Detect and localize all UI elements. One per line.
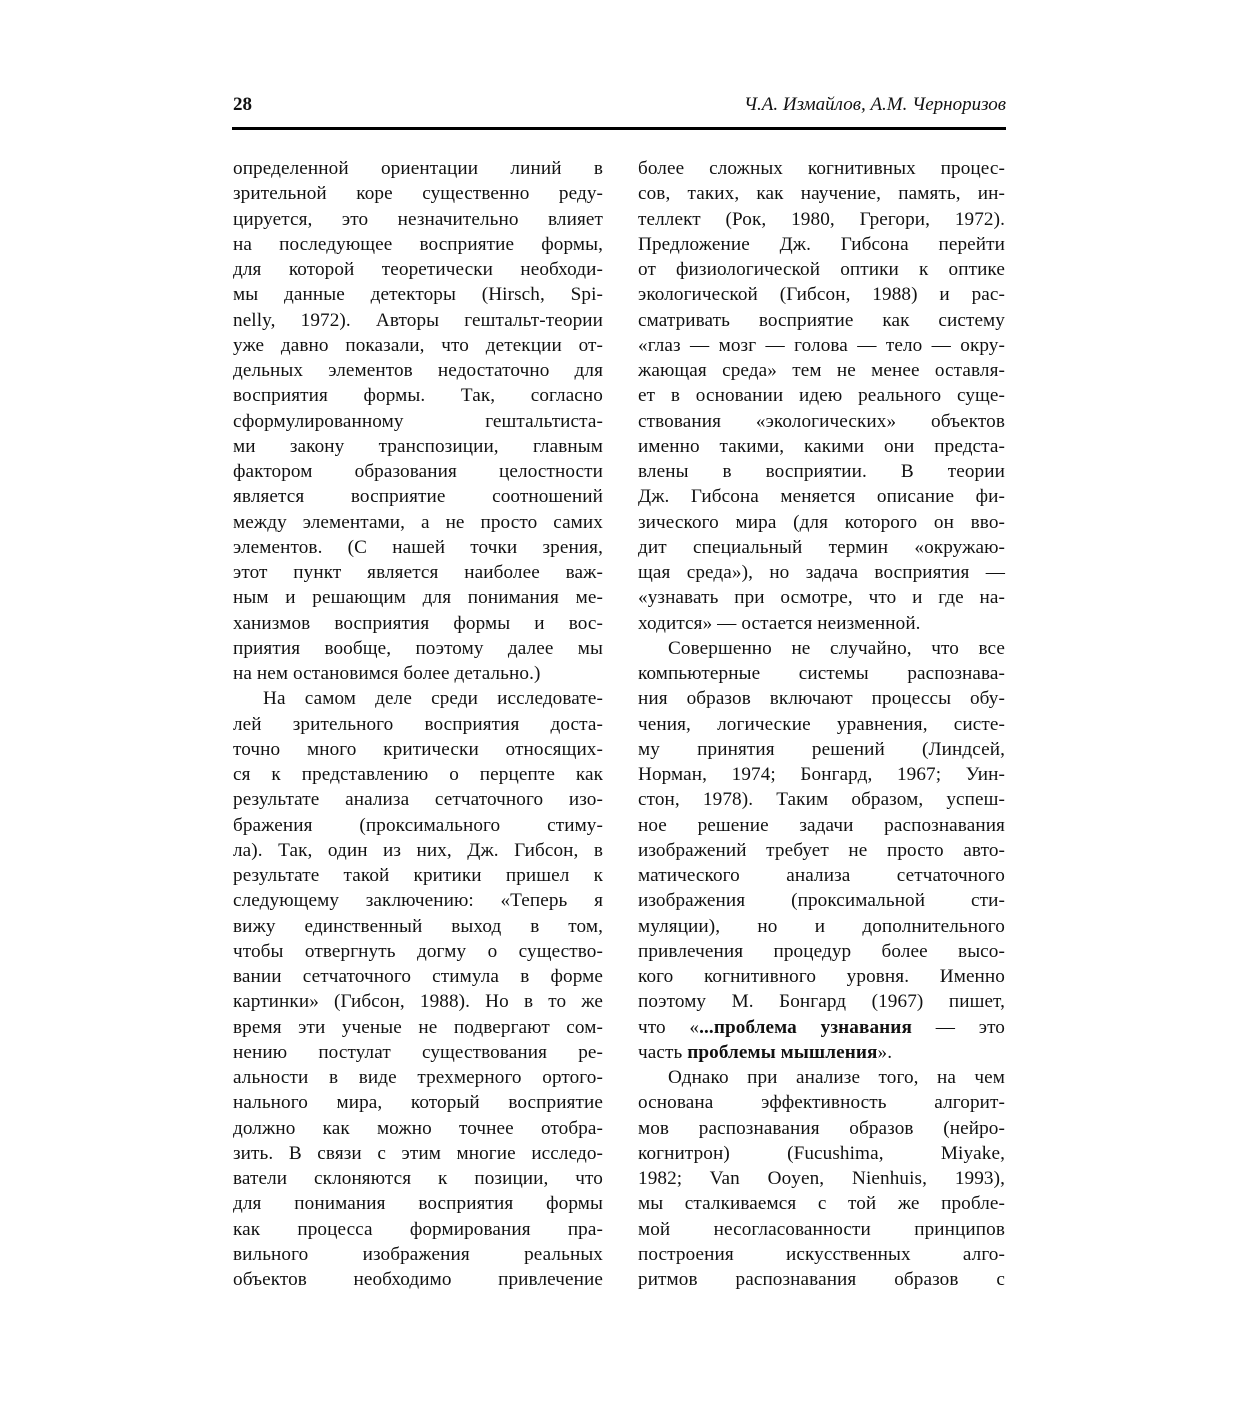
text-line: мы данные детекторы (Hirsch, Spi- xyxy=(233,284,603,306)
text-line: как процесса формирования пра- xyxy=(233,1218,603,1240)
text-line: ходится» — остается неизменной. xyxy=(638,612,921,634)
text-line: вильного изображения реальных xyxy=(233,1243,603,1265)
text-line: жающая среда» тем не менее оставля- xyxy=(638,360,1005,381)
text-line: элементов. (С нашей точки зрения, xyxy=(233,536,603,558)
text-segment: часть xyxy=(638,1041,688,1063)
text-line: является восприятие соотношений xyxy=(233,486,603,508)
page-header xyxy=(233,92,1006,122)
text-line: вании сетчаточного стимула в форме xyxy=(233,966,603,987)
text-line xyxy=(638,1040,1005,1065)
text-line: именно такими, какими они предста- xyxy=(638,435,1005,457)
page-number: 28 xyxy=(233,94,252,115)
text-line: мов распознавания образов (нейро- xyxy=(638,1117,1005,1139)
text-line: результате такой критики пришел к xyxy=(233,865,603,886)
text-line: цируется, это незначительно влияет xyxy=(233,208,603,230)
right-text-column xyxy=(638,156,1005,1292)
left-text-column xyxy=(233,156,603,1292)
text-line: ния образов включают процессы обу- xyxy=(638,688,1005,710)
text-line: Совершенно не случайно, что все xyxy=(668,637,1005,659)
text-line: построения искусственных алго- xyxy=(638,1243,1005,1265)
text-line: изображений требует не просто авто- xyxy=(638,839,1005,861)
text-line: приятия вообще, поэтому далее мы xyxy=(233,637,603,659)
text-line: между элементами, а не просто самих xyxy=(233,511,603,533)
text-line: мы сталкиваемся с той же пробле- xyxy=(638,1193,1005,1215)
text-line: кого когнитивного уровня. Именно xyxy=(638,966,1005,987)
text-line: сформулированному гештальтиста- xyxy=(233,410,603,432)
text-line: лей зрительного восприятия доста- xyxy=(233,713,603,735)
text-line: вижу единственный выход в том, xyxy=(233,915,603,937)
text-line: изображения (проксимальной сти- xyxy=(638,890,1005,912)
text-line: щая среда»), но задача восприятия — xyxy=(638,562,1005,583)
text-line: точно много критически относящих- xyxy=(233,738,603,760)
text-line: сов, таких, как научение, память, ин- xyxy=(638,183,1005,205)
text-line: должно как можно точнее отобра- xyxy=(233,1117,603,1139)
text-line: зить. В связи с этим многие исследо- xyxy=(233,1142,603,1164)
text-line: влены в восприятии. В теории xyxy=(638,461,1005,482)
text-line: привлечения процедур более высо- xyxy=(638,940,1005,962)
text-line: nelly, 1972). Авторы гештальт-теории xyxy=(233,309,603,331)
text-line: ритмов распознавания образов с xyxy=(638,1269,1005,1290)
text-line: бражения (проксимального стиму- xyxy=(233,814,603,836)
text-line: на последующее восприятие формы, xyxy=(233,233,603,255)
text-line: Норман, 1974; Бонгард, 1967; Уин- xyxy=(638,764,1005,785)
text-line xyxy=(638,1015,1005,1040)
text-line: му принятия решений (Линдсей, xyxy=(638,738,1005,760)
bold-emphasis: проблемы мышления xyxy=(687,1041,878,1063)
text-line: основана эффективность алгорит- xyxy=(638,1092,1005,1114)
text-line: зического мира (для которого он вво- xyxy=(638,511,1005,533)
text-segment: ». xyxy=(877,1041,893,1063)
text-line: результате анализа сетчаточного изо- xyxy=(233,789,603,811)
text-segment: что « xyxy=(638,1016,700,1038)
text-line: ет в основании идею реального суще- xyxy=(638,385,1005,407)
text-line: нального мира, который восприятие xyxy=(233,1092,603,1114)
text-line: ми закону транспозиции, главным xyxy=(233,435,603,457)
text-line: определенной ориентации линий в xyxy=(233,158,603,179)
text-line: поэтому М. Бонгард (1967) пишет, xyxy=(638,991,1005,1013)
text-line: экологической (Гибсон, 1988) и рас- xyxy=(638,284,1005,306)
text-line: мой несогласованности принципов xyxy=(638,1218,1005,1240)
text-line: дит специальный термин «окружаю- xyxy=(638,536,1005,558)
text-line: на нем остановимся более детально.) xyxy=(233,663,541,684)
text-line: фактором образования целостности xyxy=(233,461,603,482)
text-line: Дж. Гибсона меняется описание фи- xyxy=(638,486,1005,508)
text-line: матического анализа сетчаточного xyxy=(638,865,1005,886)
text-line: когнитрон) (Fucushima, Miyake, xyxy=(638,1142,1005,1164)
text-line: альности в виде трехмерного ортого- xyxy=(233,1067,603,1088)
text-line: более сложных когнитивных процес- xyxy=(638,158,1005,179)
text-line: дельных элементов недостаточно для xyxy=(233,360,603,381)
text-line: «глаз — мозг — голова — тело — окру- xyxy=(638,334,1005,356)
bold-emphasis: ...проблема узнавания xyxy=(699,1016,912,1038)
running-title-authors: Ч.А. Измайлов, А.М. Черноризов xyxy=(743,94,1006,115)
text-line: следующему заключению: «Теперь я xyxy=(233,890,603,912)
text-line: ствования «экологических» объектов xyxy=(638,410,1005,432)
text-line: ватели склоняются к позиции, что xyxy=(233,1168,603,1189)
text-line: компьютерные системы распознава- xyxy=(638,663,1005,684)
text-line: чтобы отвергнуть догму о существо- xyxy=(233,940,603,962)
text-line: ханизмов восприятия формы и вос- xyxy=(233,612,603,634)
text-line: восприятия формы. Так, согласно xyxy=(233,385,603,407)
text-line: для понимания восприятия формы xyxy=(233,1193,603,1215)
text-line: нению постулат существования ре- xyxy=(233,1041,603,1063)
text-line: чения, логические уравнения, систе- xyxy=(638,713,1005,735)
text-line: от физиологической оптики к оптике xyxy=(638,259,1005,280)
text-segment: — это xyxy=(911,1016,1005,1038)
text-line: Однако при анализе того, на чем xyxy=(668,1067,1005,1088)
text-line: «узнавать при осмотре, что и где на- xyxy=(638,587,1005,609)
text-line: объектов необходимо привлечение xyxy=(233,1269,603,1290)
text-line: этот пункт является наиболее важ- xyxy=(233,562,603,583)
header-rule xyxy=(232,127,1006,130)
text-line: картинки» (Гибсон, 1988). Но в то же xyxy=(233,991,603,1013)
text-line: На самом деле среди исследовате- xyxy=(263,688,603,710)
text-line: муляции), но и дополнительного xyxy=(638,915,1005,937)
text-line: 1982; Van Ooyen, Nienhuis, 1993), xyxy=(638,1168,1005,1189)
text-line: ное решение задачи распознавания xyxy=(638,814,1005,836)
text-line: сматривать восприятие как систему xyxy=(638,309,1005,331)
text-line: теллект (Рок, 1980, Грегори, 1972). xyxy=(638,208,1005,230)
text-line: стон, 1978). Таким образом, успеш- xyxy=(638,789,1005,811)
text-line: Предложение Дж. Гибсона перейти xyxy=(638,233,1005,255)
text-line: ным и решающим для понимания ме- xyxy=(233,587,603,609)
text-line: зрительной коре существенно реду- xyxy=(233,183,603,205)
text-line: для которой теоретически необходи- xyxy=(233,259,603,280)
text-line: ла). Так, один из них, Дж. Гибсон, в xyxy=(233,839,603,861)
text-line: время эти ученые не подвергают сом- xyxy=(233,1016,603,1038)
text-line: ся к представлению о перцепте как xyxy=(233,764,603,785)
text-line: уже давно показали, что детекции от- xyxy=(233,334,603,356)
